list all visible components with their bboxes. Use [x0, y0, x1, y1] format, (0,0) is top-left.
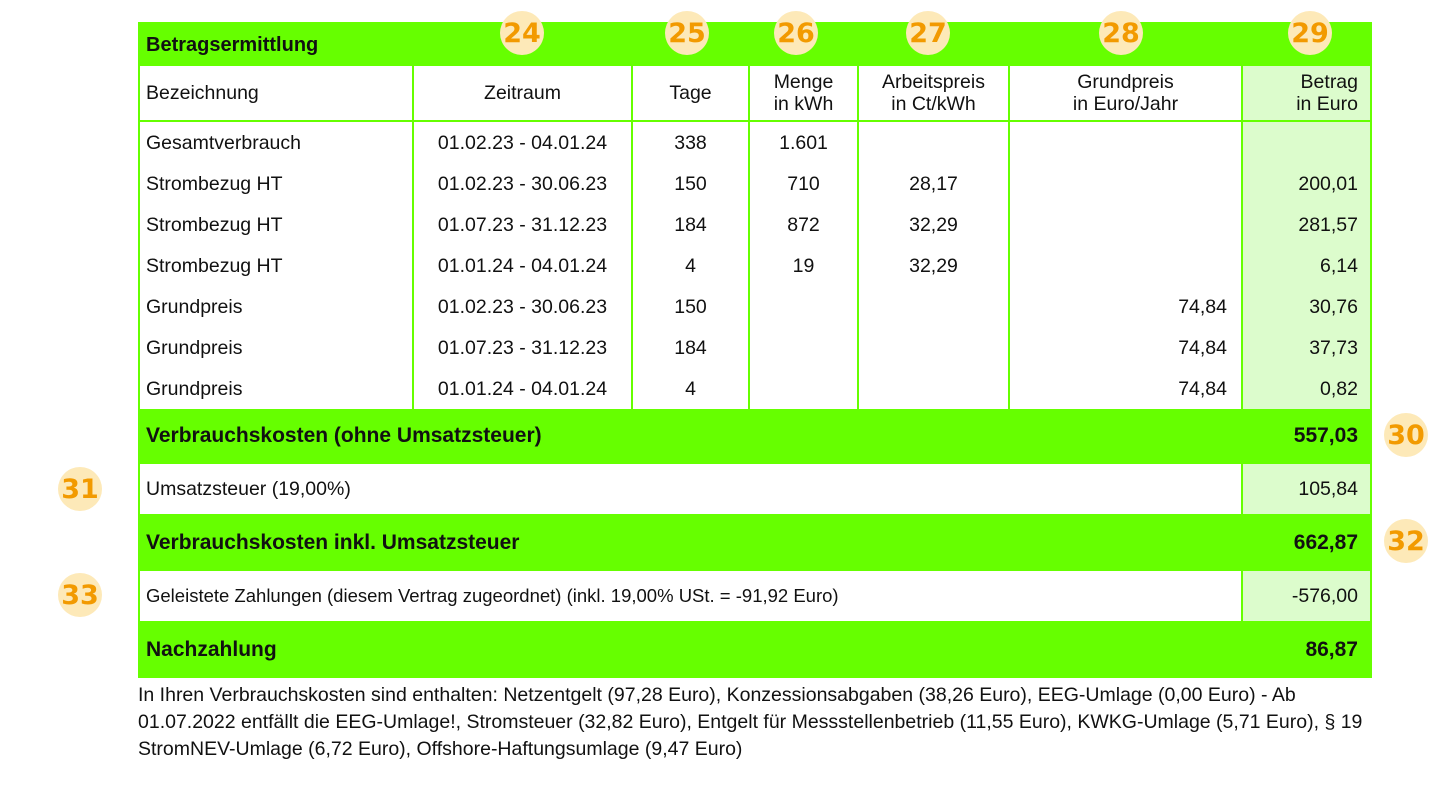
cell-zeitraum: 01.02.23 - 30.06.23	[414, 163, 633, 204]
header-betrag-line1: Betrag	[1300, 71, 1358, 93]
cell-arbeitspreis	[859, 327, 1010, 368]
marker-badge-32: 32	[1384, 519, 1428, 563]
cell-zeitraum: 01.02.23 - 30.06.23	[414, 286, 633, 327]
header-grundpreis	[1010, 66, 1243, 120]
nachzahlung-label: Nachzahlung	[146, 637, 277, 661]
cell-arbeitspreis	[859, 368, 1010, 409]
table-title: Betragsermittlung	[140, 24, 1370, 66]
cell-betrag: 37,73	[1243, 327, 1370, 368]
cell-zeitraum: 01.02.23 - 04.01.24	[414, 122, 633, 163]
cell-grundpreis	[1010, 163, 1243, 204]
table-row	[140, 368, 1370, 409]
marker-badge-24: 24	[500, 11, 544, 55]
cell-betrag: 281,57	[1243, 204, 1370, 245]
marker-badge-33: 33	[58, 573, 102, 617]
cell-betrag: 200,01	[1243, 163, 1370, 204]
betragsermittlung-table	[138, 22, 1372, 678]
cell-tage: 150	[633, 286, 750, 327]
table-row	[140, 204, 1370, 245]
header-grundpreis-line1: Grundpreis	[1077, 71, 1174, 93]
cell-bezeichnung: Strombezug HT	[140, 245, 414, 286]
table-row	[140, 327, 1370, 368]
table-row	[140, 122, 1370, 163]
cell-zeitraum: 01.07.23 - 31.12.23	[414, 204, 633, 245]
header-menge-line2: in kWh	[773, 93, 834, 115]
cell-tage: 184	[633, 327, 750, 368]
marker-badge-26: 26	[774, 11, 818, 55]
cell-grundpreis: 74,84	[1010, 368, 1243, 409]
header-menge	[750, 66, 859, 120]
header-bezeichnung: Bezeichnung	[140, 66, 414, 120]
cell-arbeitspreis: 32,29	[859, 204, 1010, 245]
cell-zeitraum: 01.01.24 - 04.01.24	[414, 368, 633, 409]
geleistete-zahlungen-label: Geleistete Zahlungen (diesem Vertrag zugeordnet) (inkl. 19,00% USt. = -91,92 Euro)	[140, 571, 1243, 621]
table-header	[140, 66, 1370, 122]
cell-grundpreis	[1010, 204, 1243, 245]
marker-badge-28: 28	[1099, 11, 1143, 55]
cell-tage: 338	[633, 122, 750, 163]
cell-menge: 19	[750, 245, 859, 286]
cell-menge	[750, 286, 859, 327]
cell-grundpreis: 74,84	[1010, 327, 1243, 368]
header-grundpreis-line2: in Euro/Jahr	[1072, 93, 1179, 115]
umsatzsteuer-value: 105,84	[1243, 464, 1370, 514]
header-menge-line1: Menge	[773, 71, 834, 93]
cell-arbeitspreis: 28,17	[859, 163, 1010, 204]
verbrauchskosten-ohne-ust-value: 557,03	[1293, 423, 1358, 447]
cell-zeitraum: 01.07.23 - 31.12.23	[414, 327, 633, 368]
cell-menge	[750, 368, 859, 409]
cell-tage: 184	[633, 204, 750, 245]
table-row	[140, 163, 1370, 204]
cell-tage: 4	[633, 245, 750, 286]
cell-bezeichnung: Grundpreis	[140, 327, 414, 368]
verbrauchskosten-inkl-ust-row	[140, 516, 1370, 569]
nachzahlung-row	[140, 623, 1370, 676]
cell-betrag	[1243, 122, 1370, 163]
cell-tage: 4	[633, 368, 750, 409]
verbrauchskosten-inkl-ust-label: Verbrauchskosten inkl. Umsatzsteuer	[146, 530, 520, 554]
cell-tage: 150	[633, 163, 750, 204]
marker-badge-31: 31	[58, 467, 102, 511]
cell-menge	[750, 327, 859, 368]
cell-menge: 872	[750, 204, 859, 245]
cell-betrag: 6,14	[1243, 245, 1370, 286]
geleistete-zahlungen-value: -576,00	[1243, 571, 1370, 621]
header-betrag	[1243, 66, 1370, 120]
cell-zeitraum: 01.01.24 - 04.01.24	[414, 245, 633, 286]
footnote-text: In Ihren Verbrauchskosten sind enthalten: Netzentgelt (97,28 Euro), Konzessionsabgaben (38,26 Euro), EEG-Umlage (0,00 Euro) - Ab 01.07.2022 entfällt die EEG-Umlage!, Stromsteuer (32,82 Euro), Entgelt für Messstellenbetrieb (11,55 Euro), KWKG-Umlage (5,71 Euro), § 19 StromNEV-Umlage (6,72 Euro), Offshore-Haftungsumlage (9,47 Euro)	[138, 684, 1363, 760]
cell-grundpreis: 74,84	[1010, 286, 1243, 327]
cell-arbeitspreis	[859, 122, 1010, 163]
header-arbeitspreis-line2: in Ct/kWh	[891, 93, 976, 115]
header-arbeitspreis-line1: Arbeitspreis	[882, 71, 985, 93]
verbrauchskosten-ohne-ust-label: Verbrauchskosten (ohne Umsatzsteuer)	[146, 423, 542, 447]
marker-badge-27: 27	[906, 11, 950, 55]
umsatzsteuer-row	[140, 462, 1370, 516]
verbrauchskosten-inkl-ust-value: 662,87	[1293, 530, 1358, 554]
umsatzsteuer-label: Umsatzsteuer (19,00%)	[140, 464, 1243, 514]
nachzahlung-value: 86,87	[1305, 637, 1358, 661]
geleistete-zahlungen-row	[140, 569, 1370, 623]
cell-bezeichnung: Grundpreis	[140, 368, 414, 409]
cell-arbeitspreis: 32,29	[859, 245, 1010, 286]
cell-betrag: 30,76	[1243, 286, 1370, 327]
table-row	[140, 286, 1370, 327]
cell-bezeichnung: Strombezug HT	[140, 204, 414, 245]
cell-bezeichnung: Strombezug HT	[140, 163, 414, 204]
cell-menge: 1.601	[750, 122, 859, 163]
marker-badge-25: 25	[665, 11, 709, 55]
verbrauchskosten-ohne-ust-row	[140, 409, 1370, 462]
cell-grundpreis	[1010, 122, 1243, 163]
cell-menge: 710	[750, 163, 859, 204]
cell-grundpreis	[1010, 245, 1243, 286]
header-arbeitspreis	[859, 66, 1010, 120]
table-row	[140, 245, 1370, 286]
header-tage: Tage	[633, 66, 750, 120]
header-betrag-line2: in Euro	[1296, 93, 1358, 115]
marker-badge-29: 29	[1288, 11, 1332, 55]
cell-bezeichnung: Gesamtverbrauch	[140, 122, 414, 163]
cell-arbeitspreis	[859, 286, 1010, 327]
cell-bezeichnung: Grundpreis	[140, 286, 414, 327]
cell-betrag: 0,82	[1243, 368, 1370, 409]
header-zeitraum: Zeitraum	[414, 66, 633, 120]
marker-badge-30: 30	[1384, 413, 1428, 457]
